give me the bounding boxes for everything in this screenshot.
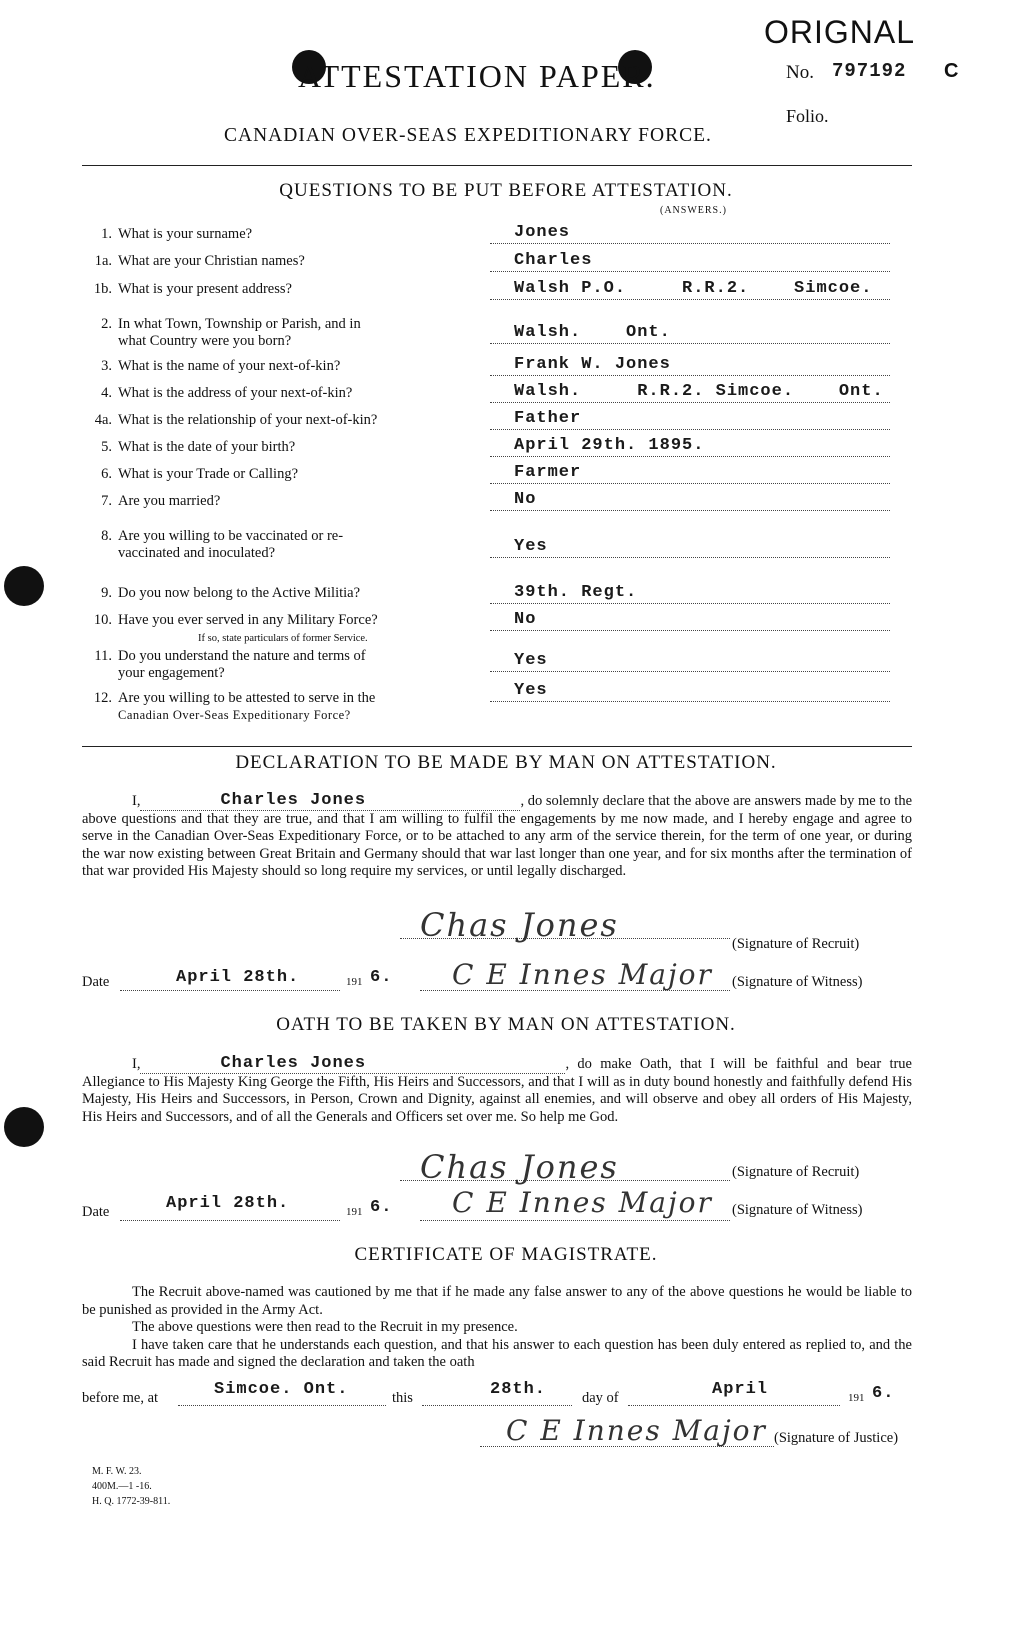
answer-value: Walsh. Ont. (514, 323, 671, 342)
answer-value: Charles (514, 251, 593, 270)
declaration-witness-signature: C E Innes Major (452, 958, 713, 991)
magistrate-heading: CERTIFICATE OF MAGISTRATE. (354, 1244, 658, 1265)
serial-suffix: C (944, 60, 959, 82)
question-text: Have you ever served in any Military Force? (118, 612, 378, 628)
question-number: 1a. (94, 253, 112, 269)
question-number: 12. (93, 690, 112, 706)
magistrate-month: April (712, 1380, 769, 1399)
magistrate-place-line (178, 1405, 386, 1406)
question-text: What is your Trade or Calling? (118, 466, 299, 482)
question-number: 10. (93, 612, 112, 628)
footer-hq-ref: H. Q. 1772-39-811. (92, 1496, 171, 1507)
magistrate-day: 28th. (490, 1380, 547, 1399)
question-number: 7. (101, 493, 112, 509)
declaration-date-label: Date (82, 974, 110, 990)
magistrate-year-suffix: 6. (872, 1384, 895, 1403)
question-text: Do you now belong to the Active Militia? (118, 585, 361, 601)
oath-date-label: Date (82, 1204, 110, 1220)
declaration-witness-label: (Signature of Witness) (732, 974, 863, 990)
question-text: In what Town, Township or Parish, and in (118, 316, 361, 332)
answer-field-6 (490, 381, 890, 403)
serial-number: 797192 (832, 60, 907, 82)
oath-year-suffix: 6. (370, 1198, 393, 1217)
oath-heading: OATH TO BE TAKEN BY MAN ON ATTESTATION. (276, 1014, 736, 1035)
question-1 (82, 226, 252, 243)
answer-value: Walsh. R.R.2. Simcoe. Ont. (514, 382, 884, 401)
answer-value: No (514, 610, 537, 629)
answer-field-13 (490, 609, 890, 631)
answer-field-12 (490, 582, 890, 604)
answer-value: Frank W. Jones (514, 355, 671, 374)
declaration-year-prefix: 191 (346, 976, 363, 988)
question-15 (82, 690, 375, 724)
question-text: What is the address of your next-of-kin? (118, 385, 353, 401)
oath-witness-signature: C E Innes Major (452, 1186, 713, 1219)
answer-value: Walsh P.O. R.R.2. Simcoe. (514, 279, 873, 298)
question-14 (82, 648, 366, 682)
question-text-continued: vaccinated and inoculated? (118, 545, 276, 561)
declaration-prefix: I, (132, 793, 141, 809)
magistrate-p2: The above questions were then read to the Recruit in my presence. (132, 1319, 518, 1335)
question-5 (82, 358, 340, 375)
question-number: 1. (101, 226, 112, 242)
question-12 (82, 585, 360, 602)
question-number: 4a. (94, 412, 112, 428)
punch-hole-left-upper (4, 566, 44, 606)
magistrate-justice-label: (Signature of Justice) (774, 1430, 899, 1446)
oath-witness-sigline (420, 1220, 730, 1221)
oath-recruit-signature: Chas Jones (420, 1148, 619, 1186)
question-number: 11. (94, 648, 112, 664)
oath-year-prefix: 191 (346, 1206, 363, 1218)
question-note: If so, state particulars of former Service. (198, 633, 368, 644)
question-2 (82, 253, 305, 270)
question-number: 2. (101, 316, 112, 332)
question-6 (82, 385, 352, 402)
oath-text (82, 1056, 912, 1126)
question-text: What is the relationship of your next-of-kin? (118, 412, 378, 428)
magistrate-text (82, 1284, 912, 1372)
oath-prefix: I, (132, 1056, 141, 1072)
question-10 (82, 493, 220, 510)
rule-after-questions (82, 746, 912, 747)
punch-hole-left-lower (4, 1107, 44, 1147)
question-text-continued: your engagement? (118, 665, 225, 681)
question-4 (82, 316, 361, 350)
question-text: Are you married? (118, 493, 221, 509)
answer-field-4 (490, 322, 890, 344)
declaration-recruit-signature: Chas Jones (420, 906, 619, 944)
question-text: Are you willing to be vaccinated or re- (118, 528, 344, 544)
magistrate-day-line (422, 1405, 572, 1406)
question-text: What are your Christian names? (118, 253, 305, 269)
answer-value: Yes (514, 651, 548, 670)
question-number: 8. (101, 528, 112, 544)
magistrate-before-label: before me, at (82, 1390, 159, 1406)
form-subtitle: CANADIAN OVER-SEAS EXPEDITIONARY FORCE. (224, 125, 712, 146)
answer-field-14 (490, 650, 890, 672)
oath-name: Charles Jones (220, 1054, 367, 1073)
question-text: Are you willing to be attested to serve in the (118, 690, 376, 706)
oath-date: April 28th. (166, 1194, 290, 1213)
magistrate-justice-signature: C E Innes Major (506, 1414, 767, 1447)
question-text: What is the date of your birth? (118, 439, 296, 455)
questions-heading: QUESTIONS TO BE PUT BEFORE ATTESTATION. (279, 180, 733, 201)
page-title: ATTESTATION PAPER. (298, 58, 656, 94)
declaration-date-line (120, 990, 340, 991)
declaration-heading: DECLARATION TO BE MADE BY MAN ON ATTESTATION. (235, 752, 777, 773)
answer-value: No (514, 490, 537, 509)
question-3 (82, 281, 292, 298)
footer-form-code: M. F. W. 23. (92, 1466, 142, 1477)
answers-label: (ANSWERS.) (660, 205, 727, 216)
question-11 (82, 528, 343, 562)
magistrate-place: Simcoe. Ont. (214, 1380, 349, 1399)
declaration-date: April 28th. (176, 968, 300, 987)
question-number: 4. (101, 385, 112, 401)
answer-field-1 (490, 222, 890, 244)
declaration-recruit-label: (Signature of Recruit) (732, 936, 860, 952)
answer-value: Farmer (514, 463, 582, 482)
declaration-year-suffix: 6. (370, 968, 393, 987)
question-9 (82, 466, 298, 483)
question-text-continued: Canadian Over-Seas Expeditionary Force? (118, 708, 351, 722)
answer-value: April 29th. 1895. (514, 436, 705, 455)
answer-field-2 (490, 250, 890, 272)
question-number: 5. (101, 439, 112, 455)
question-text: What is your surname? (118, 226, 253, 242)
answer-value: Yes (514, 681, 548, 700)
original-stamp: ORIGNAL (764, 14, 916, 50)
magistrate-this-label: this (392, 1390, 413, 1406)
oath-witness-label: (Signature of Witness) (732, 1202, 863, 1218)
declaration-name: Charles Jones (220, 791, 367, 810)
oath-date-line (120, 1220, 340, 1221)
magistrate-p3: I have taken care that he understands each question, and that his answer to each question has been duly entered as replied to, and the said Recruit has made and signed the declaration and taken the oath (82, 1336, 912, 1370)
question-text-continued: what Country were you born? (118, 333, 292, 349)
answer-field-7 (490, 408, 890, 430)
answer-field-10 (490, 489, 890, 511)
serial-number-label: No. (786, 62, 814, 83)
question-number: 6. (101, 466, 112, 482)
answer-field-11 (490, 536, 890, 558)
declaration-body: , do solemnly declare that the above are answers made by me to the above questions and that they are true, and that I am willing to fulfil the engagements by me now made, and I hereby engage and agree to serve in the Canadian Over-Seas Expeditionary Force, or to be attached to any arm of the service therein, for the term of one year, or during the war now existing between Great Britain and Germany should that war last longer than one year, and for six months after the termination of that war provided His Majesty should so long require my services, or until legally discharged. (82, 793, 912, 879)
question-13 (82, 612, 378, 647)
oath-recruit-label: (Signature of Recruit) (732, 1164, 860, 1180)
oath-body: , do make Oath, that I will be faithful and bear true Allegiance to His Majesty King George the Fifth, His Heirs and Successors, and that I will as in duty bound honestly and faithfully defend His Majesty, His Heirs and Successors, in Person, Crown and Dignity, against all enemies, and will observe and obey all orders of His Majesty, His Heirs and Successors, and of all the Generals and Officers set over me. So help me God. (82, 1056, 912, 1125)
answer-field-3 (490, 278, 890, 300)
magistrate-year-prefix: 191 (848, 1392, 865, 1404)
answer-value: Yes (514, 537, 548, 556)
question-text: What is the name of your next-of-kin? (118, 358, 341, 374)
answer-field-15 (490, 680, 890, 702)
question-text: What is your present address? (118, 281, 292, 297)
answer-field-9 (490, 462, 890, 484)
answer-value: 39th. Regt. (514, 583, 638, 602)
top-rule (82, 165, 912, 166)
declaration-text (82, 793, 912, 881)
question-number: 1b. (93, 281, 112, 297)
magistrate-month-line (628, 1405, 840, 1406)
question-7 (82, 412, 377, 429)
answer-field-8 (490, 435, 890, 457)
magistrate-dayof-label: day of (582, 1390, 619, 1406)
folio-label: Folio. (786, 106, 829, 126)
footer-print-run: 400M.—1 -16. (92, 1481, 152, 1492)
question-number: 3. (101, 358, 112, 374)
magistrate-p1: The Recruit above-named was cautioned by me that if he made any false answer to any of the above questions he would be liable to be punished as provided in the Army Act. (82, 1284, 912, 1318)
question-number: 9. (101, 585, 112, 601)
answer-value: Father (514, 409, 582, 428)
question-text: Do you understand the nature and terms of (118, 648, 366, 664)
answer-value: Jones (514, 223, 571, 242)
question-8 (82, 439, 295, 456)
answer-field-5 (490, 354, 890, 376)
